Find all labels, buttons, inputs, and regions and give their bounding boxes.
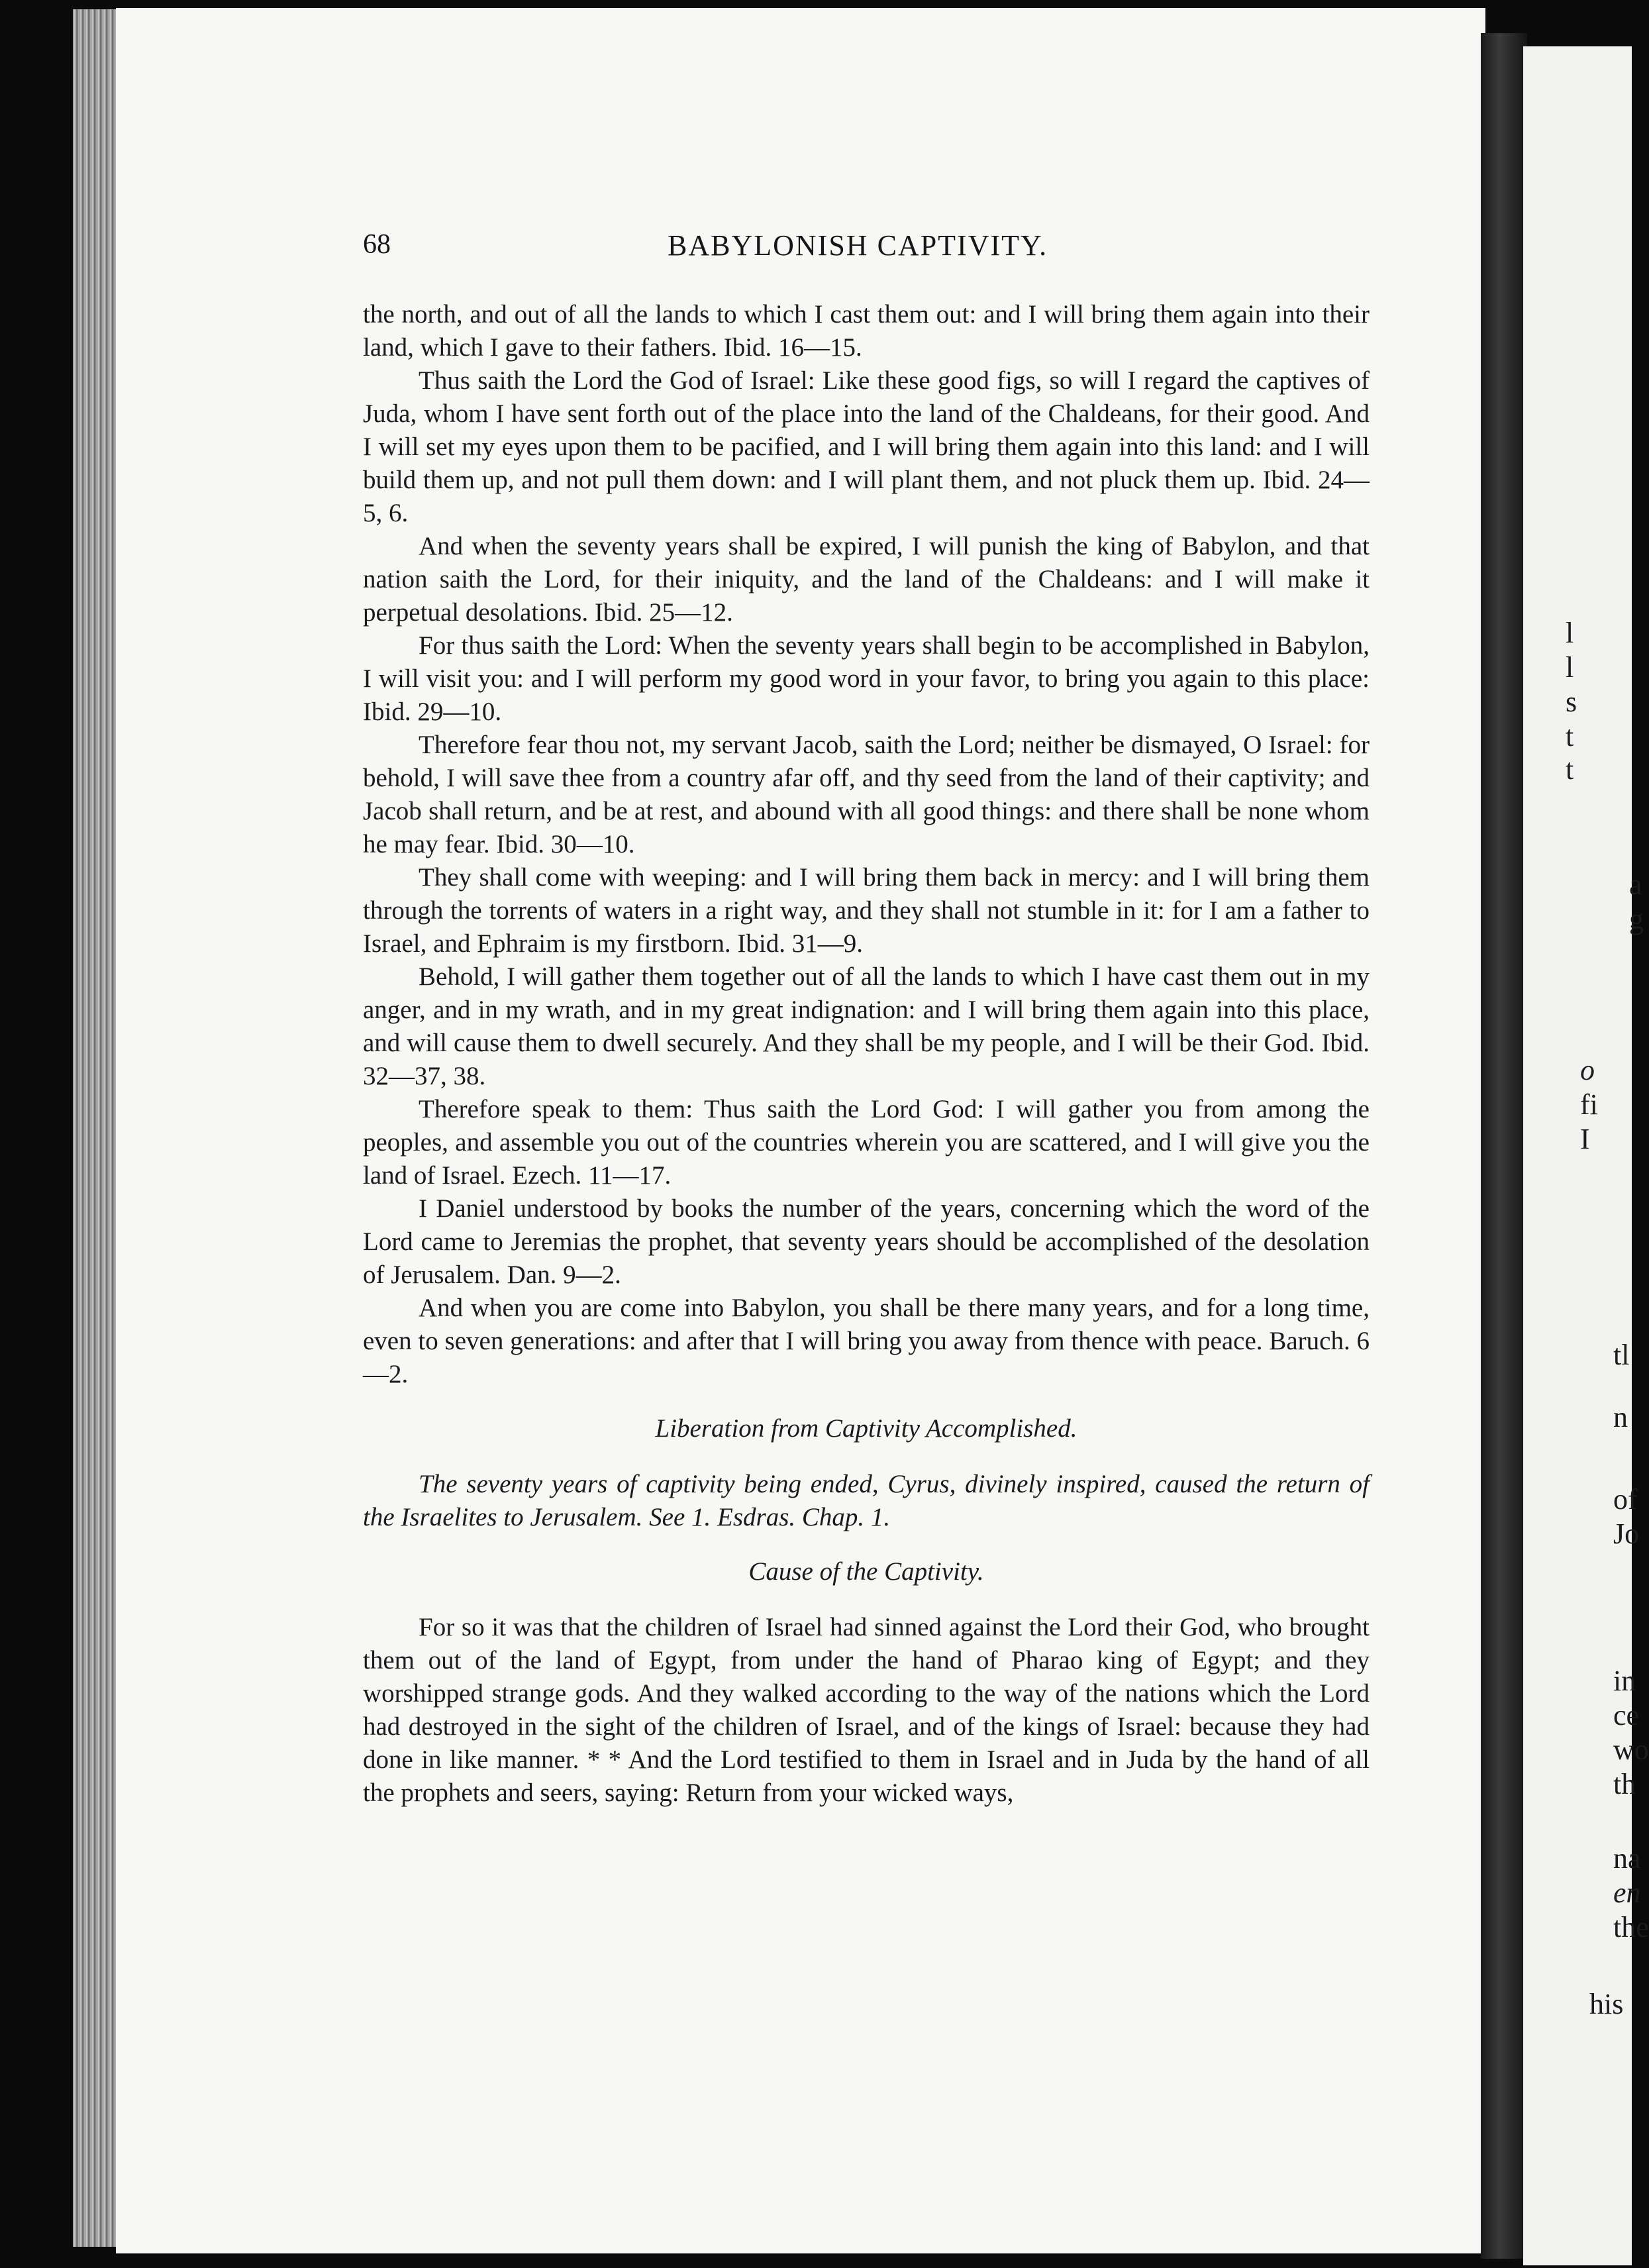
facing-page-fragment: tl — [1613, 1339, 1630, 1371]
body-paragraph: the north, and out of all the lands to which I cast them out: and I will bring them again into their land, which I gave to their fathers. Ibid. 16—15. — [363, 300, 1370, 362]
facing-page-fragment: na — [1613, 1842, 1641, 1875]
facing-page-fragment: his — [1589, 1988, 1624, 2020]
facing-page-fragment: of — [1613, 1483, 1638, 1516]
body-paragraph: They shall come with weeping: and I will bring them back in mercy: and I will bring them through the torrents of waters in a right way, and they shall not stumble in it: for I am a father to Israel, and Ephraim is my firstborn. Ibid. 31—9. — [363, 863, 1370, 958]
facing-page-fragment: t — [1566, 720, 1574, 752]
body-paragraph: For thus saith the Lord: When the seventy years shall begin to be accomplished in Babylon, I will visit you: and I will perform my good word in your favor, to bring you again to this place: Ibid. 29—10. — [363, 631, 1370, 726]
cause-paragraph: For so it was that the children of Israel had sinned against the Lord their God, who brought them out of the land of Egypt, from under the hand of Pharao king of Egypt; and they worshipped strange gods. And they walked according to the way of the nations which the Lord had destroyed in the sight of the children of Israel, and of the kings of Israel: because they had done in like manner. * * And the Lord testified to them in Israel and in Juda by the hand of all the prophets and seers, saying: Return from your wicked ways, — [363, 1613, 1370, 1807]
body-paragraph: Behold, I will gather them together out of all the lands to which I have cast them out in my anger, and in my wrath, and in my great indignation: and I will bring them again into this place, and will cause them to dwell securely. And they shall be my people, and I will be their God. Ibid. 32—37, 38. — [363, 962, 1370, 1090]
book-gutter — [1481, 33, 1527, 2259]
facing-page-fragment: n — [1613, 1401, 1628, 1433]
page-body — [363, 298, 1370, 1810]
facing-page-fragment: in — [1613, 1665, 1636, 1697]
facing-page-fragment: l — [1566, 617, 1574, 649]
page-header — [363, 229, 1376, 275]
section-heading-cause: Cause of the Captivity. — [748, 1557, 984, 1586]
facing-page-fragment: en — [1613, 1877, 1641, 1909]
facing-page — [1523, 46, 1649, 2265]
facing-page-fragment: Jo — [1613, 1518, 1640, 1550]
body-paragraph: Therefore fear thou not, my servant Jacob, saith the Lord; neither be dismayed, O Israel: for behold, I will save thee from a country afar off, and thy seed from the land of their captivity; and Jacob shall return, and be at rest, and abound with all good things: and there shall be none whom he may fear. Ibid. 30—10. — [363, 731, 1370, 858]
facing-page-fragment: g — [1629, 903, 1644, 935]
facing-page-fragment: l — [1566, 651, 1574, 684]
facing-page-fragment: o — [1580, 1054, 1595, 1086]
body-paragraph: I Daniel understood by books the number of the years, concerning which the word of the Lord came to Jeremias the prophet, that seventy years should be accomplished of the desolation of Jerusalem. Dan. 9—2. — [363, 1194, 1370, 1289]
facing-page-fragment: a — [1629, 868, 1642, 901]
section-heading-liberation: Liberation from Captivity Accomplished. — [655, 1414, 1077, 1443]
body-paragraph: And when the seventy years shall be expired, I will punish the king of Babylon, and that nation saith the Lord, for their iniquity, and the land of the Chaldeans: and I will make it perpetual desolations. Ibid. 25—12. — [363, 532, 1370, 627]
running-title: BABYLONISH CAPTIVITY. — [668, 229, 1048, 262]
facing-page-fragment: th — [1613, 1768, 1636, 1800]
facing-page-fragment: t — [1566, 753, 1574, 786]
facing-page-fragment: I — [1580, 1123, 1590, 1155]
facing-page-fragment: wo — [1613, 1733, 1649, 1766]
facing-page-fragment: ce — [1613, 1699, 1640, 1731]
body-paragraph: Thus saith the Lord the God of Israel: Like these good figs, so will I regard the captives of Juda, whom I have sent forth out of the place into the land of the Chaldeans, for their good. And I will set my eyes upon them to be pacified, and I will bring them again into this land: and I will build them up, and not pull them down: and I will plant them, and not pluck them up. Ibid. 24—5, 6. — [363, 366, 1370, 527]
facing-page-fragment: the — [1613, 1911, 1649, 1943]
page-number: 68 — [363, 229, 391, 260]
facing-page-fragment: s — [1566, 686, 1577, 718]
facing-page-fragment: fi — [1580, 1088, 1598, 1121]
liberation-note: The seventy years of captivity being ended, Cyrus, divinely inspired, caused the return of the Israelites to Jerusalem. See 1. Esdras. Chap. 1. — [363, 1470, 1370, 1531]
body-paragraph: Therefore speak to them: Thus saith the Lord God: I will gather you from among the peoples, and assemble you out of the countries wherein you are scattered, and I will give you the land of Israel. Ezech. 11—17. — [363, 1095, 1370, 1190]
body-paragraph: And when you are come into Babylon, you shall be there many years, and for a long time, even to seven generations: and after that I will bring you away from thence with peace. Baruch. 6—2. — [363, 1294, 1370, 1388]
